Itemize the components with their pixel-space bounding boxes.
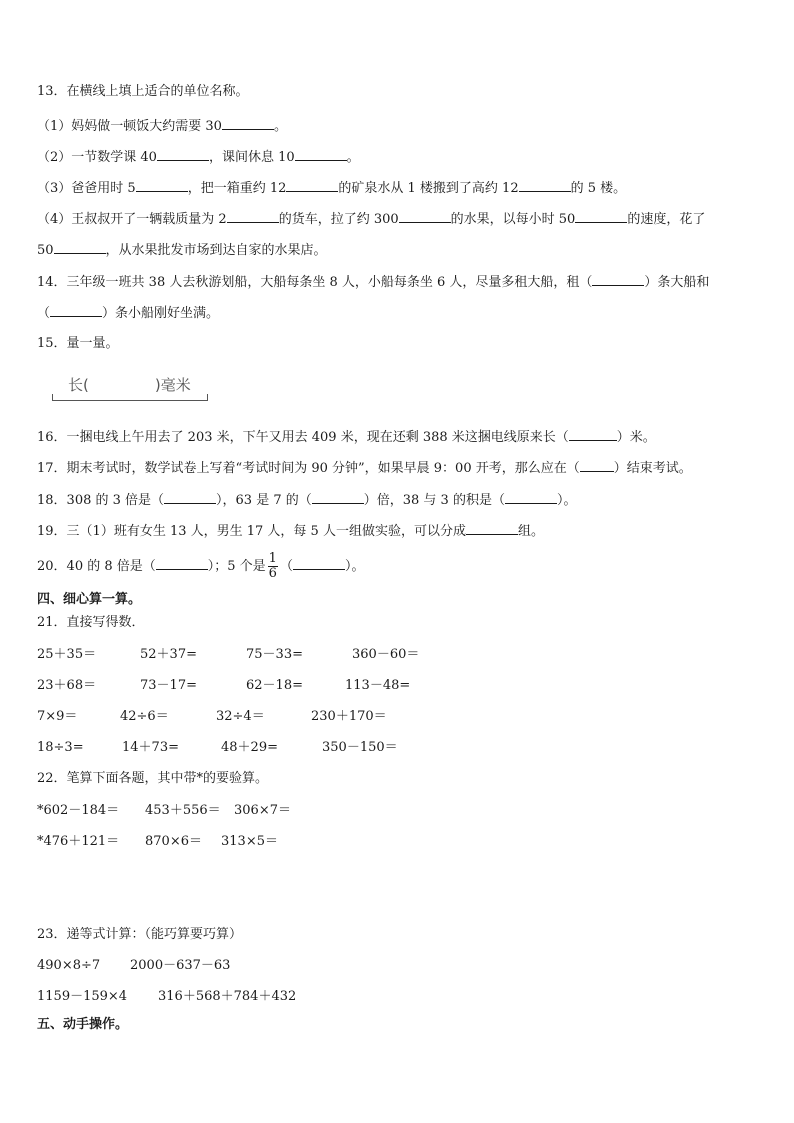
q21-item: 14＋73= [122,740,179,755]
q13-part4-cont [37,241,327,259]
text: 18．308 的 3 倍是（ [37,493,165,508]
text: 组。 [517,524,544,539]
q21-item: 42÷6＝ [120,709,169,724]
text: ）结束考试。 [613,461,692,476]
q21-item: 25＋35＝ [37,647,97,662]
q21-item: 7×9＝ [37,709,78,724]
text: ）；5 个是 [207,559,266,574]
q13-title: 13．在横线上填上适合的单位名称。 [37,84,249,99]
q21-item: 23＋68＝ [37,678,97,693]
answer-blank[interactable] [505,491,557,504]
section-4-heading: 四、细心算一算。 [37,592,142,607]
answer-blank[interactable] [575,210,627,223]
q23-item: 1159－159×4 [37,989,128,1004]
q22-item: 306×7＝ [234,803,291,818]
q21-item: 350－150＝ [322,740,398,755]
text: 。 [346,150,360,165]
ruler-label [68,374,191,395]
q21-title: 21．直接写得数． [37,615,145,630]
q17 [37,459,692,477]
text: ）。 [344,559,365,574]
ruler-figure [50,372,210,406]
q22-item: 870×6＝ [145,834,202,849]
answer-blank[interactable] [466,522,518,535]
q23-item: 2000－637－63 [130,958,231,973]
q23-item: 490×8÷7 [37,958,101,973]
answer-blank[interactable] [227,210,279,223]
text: 的水果，以每小时 50 [450,212,576,227]
answer-blank[interactable] [222,117,274,130]
text: （2）一节数学课 40 [37,150,157,165]
text: 长( [68,376,89,394]
q16 [37,428,656,446]
q21-item: 48＋29= [221,740,278,755]
answer-blank[interactable] [286,179,338,192]
q21-item: 75－33= [246,647,303,662]
answer-blank[interactable] [580,459,614,472]
answer-blank[interactable] [569,428,617,441]
text: 的矿泉水从 1 楼搬到了高约 12 [338,181,519,196]
fraction [268,552,278,581]
answer-blank[interactable] [157,148,209,161]
segment-tick-right [207,394,208,400]
q23-title: 23．递等式计算：（能巧算要巧算） [37,927,243,942]
q21-item: 113－48= [345,678,411,693]
text: )毫米 [154,376,191,394]
text: ）倍，38 与 3 的积是（ [363,493,505,508]
text: ）米。 [616,430,656,445]
text: （1）妈妈做一顿饭大约需要 30 [37,119,222,134]
section-5-heading: 五、动手操作。 [37,1017,129,1032]
fraction-numerator: 1 [268,551,277,566]
q19 [37,522,544,540]
q14-line1 [37,273,709,291]
q21-item: 52＋37= [140,647,197,662]
answer-blank[interactable] [399,210,451,223]
answer-blank[interactable] [54,241,106,254]
text: 17．期末考试时，数学试卷上写着“考试时间为 90 分钟”，如果早晨 9：00 开考，那么应在（ [37,461,580,476]
q21-item: 230＋170＝ [311,709,387,724]
text: ）。 [556,493,577,508]
text: 19．三（1）班有女生 13 人，男生 17 人，每 5 人一组做实验，可以分成 [37,524,466,539]
fraction-denominator: 6 [268,566,277,581]
q21-item: 62－18= [246,678,303,693]
q21-item: 32÷4＝ [216,709,265,724]
text: ，把一箱重约 12 [187,181,287,196]
text: 14．三年级一班共 38 人去秋游划船，大船每条坐 8 人，小船每条坐 6 人，尽量多租大船，租（ [37,275,593,290]
answer-blank[interactable] [312,491,364,504]
text: 50 [37,243,54,258]
q23-item: 316＋568＋784＋432 [158,989,297,1004]
answer-blank[interactable] [136,179,188,192]
q22-item: 453＋556＝ [145,803,221,818]
answer-blank[interactable] [519,179,571,192]
q13-part2 [37,148,360,166]
segment-line [52,400,208,401]
q13-part3 [37,179,626,197]
q21-item: 360－60＝ [352,647,420,662]
text: 的 5 楼。 [570,181,627,196]
q22-item: 313×5＝ [221,834,278,849]
text: （4）王叔叔开了一辆载质量为 2 [37,212,227,227]
q18 [37,491,576,509]
q22-item: *476＋121＝ [37,834,120,849]
text: （ [279,559,293,574]
q22-title: 22．笔算下面各题，其中带*的要验算。 [37,771,269,786]
text: 的货车，拉了约 300 [278,212,399,227]
text: 20．40 的 8 倍是（ [37,559,156,574]
q13-part1 [37,117,287,135]
text: ）条小船刚好坐满。 [102,306,220,321]
text: ，课间休息 10 [208,150,295,165]
text: 16．一捆电线上午用去了 203 米，下午又用去 409 米，现在还剩 388 米这捆电线原来长（ [37,430,569,445]
q21-item: 18÷3= [37,740,84,755]
text: ），63 是 7 的（ [216,493,312,508]
text: （ [37,306,51,321]
q15-title: 15．量一量。 [37,336,119,351]
text: ，从水果批发市场到达自家的水果店。 [105,243,327,258]
q13-part4 [37,210,705,228]
answer-blank[interactable] [295,148,347,161]
text: （3）爸爸用时 5 [37,181,136,196]
q21-item: 73－17= [140,678,197,693]
answer-blank[interactable] [164,491,216,504]
q14-line2 [37,304,219,322]
text: 。 [273,119,287,134]
q20 [37,552,364,581]
q22-item: *602－184＝ [37,803,120,818]
segment-tick-left [52,394,53,400]
answer-blank[interactable] [156,557,208,570]
answer-blank[interactable] [50,304,102,317]
text: 的速度，花了 [627,212,706,227]
text: ）条大船和 [644,275,710,290]
answer-blank[interactable] [293,557,345,570]
answer-blank[interactable] [592,273,644,286]
